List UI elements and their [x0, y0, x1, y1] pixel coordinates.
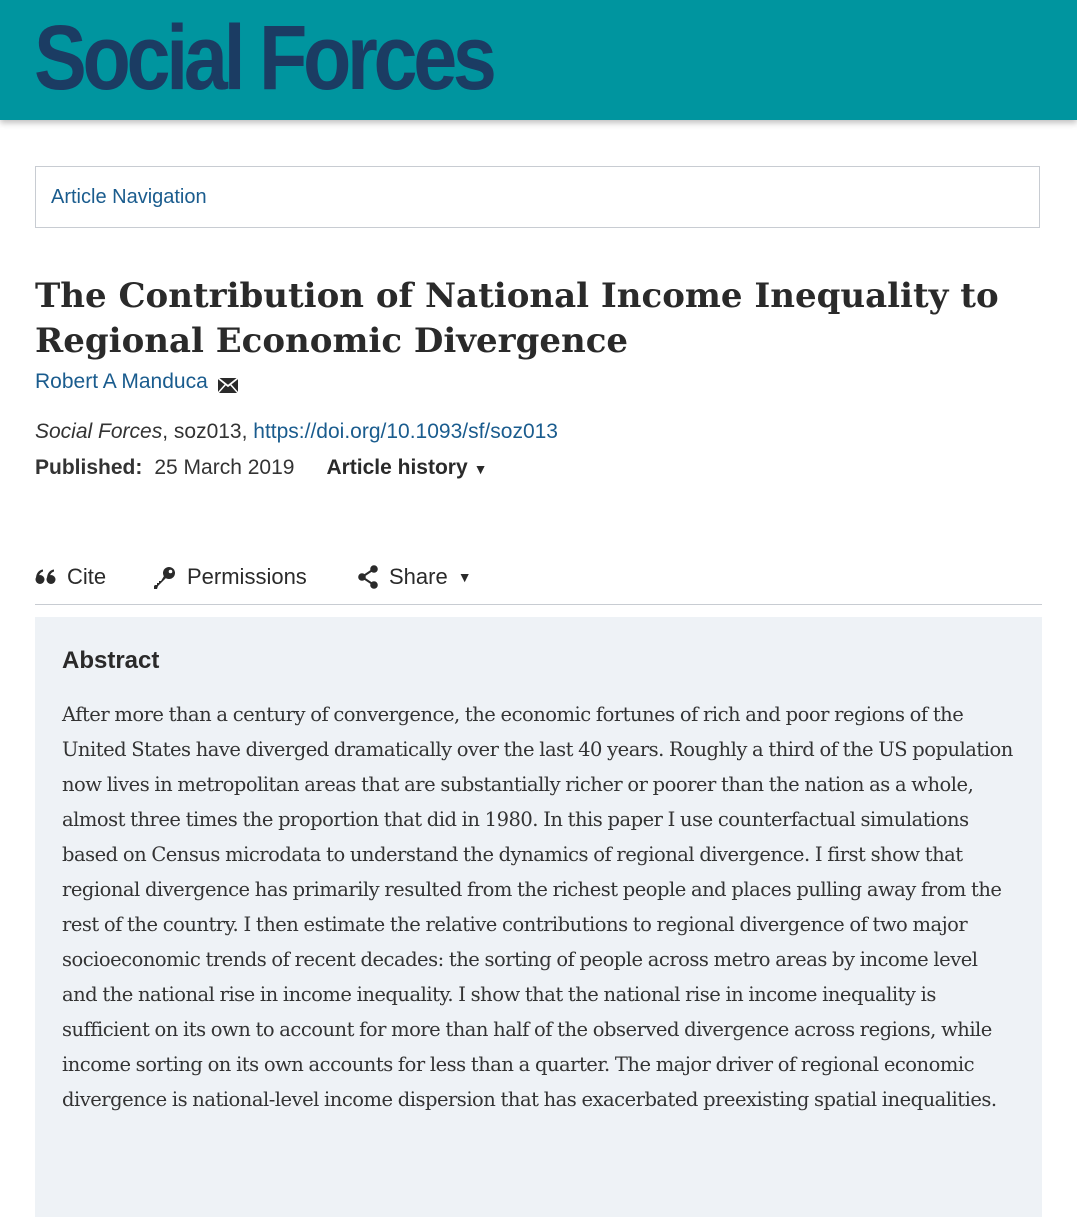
author-link[interactable]: Robert A Manduca — [35, 370, 208, 393]
article-id: , soz013, — [162, 420, 254, 443]
share-button[interactable] — [357, 562, 472, 592]
article-title: The Contribution of National Income Inequality to Regional Economic Divergence — [35, 276, 999, 361]
article-navigation-button[interactable] — [35, 166, 1040, 228]
abstract-heading: Abstract — [62, 647, 160, 674]
envelope-icon[interactable] — [218, 375, 238, 390]
journal-name: Social Forces — [35, 420, 163, 443]
abstract-text: After more than a century of convergence, the economic fortunes of rich and poor regions of the United States have diverged dramatically over the last 40 years. Roughly a third of the US population now lives in metropolitan areas that are substantially richer or poorer than the nation as a whole, almost three times the proportion that did in 1980. In this paper I use counterfactual simulations based on Census microdata to understand the dynamics of regional divergence. I first show that regional divergence has primarily resulted from the richest people and places pulling away from the rest of the country. I then estimate the relative contributions to regional divergence of two major socioeconomic trends of recent decades: the sorting of people across metro areas by income level and the national rise in income inequality. I show that the national rise in income inequality is sufficient on its own to account for more than half of the observed divergence across regions, while income sorting on its own accounts for less than a quarter. The major driver of regional economic divergence is national-level income dispersion that has exacerbated preexisting spatial inequalities. — [62, 703, 1013, 1111]
article-history-label: Article history — [326, 456, 468, 479]
site-header — [0, 0, 1077, 120]
share-label: Share — [389, 564, 448, 589]
published-label: Published: — [35, 456, 143, 479]
publication-row — [35, 456, 488, 480]
citation-line — [35, 420, 558, 444]
journal-logo[interactable]: Social Forces — [34, 7, 493, 109]
share-icon — [357, 565, 379, 589]
published-date: 25 March 2019 — [154, 456, 295, 479]
permissions-label: Permissions — [187, 564, 307, 589]
quote-icon — [35, 569, 57, 585]
key-icon — [153, 565, 177, 589]
author-row — [35, 370, 238, 394]
article-tools-bar — [35, 562, 1042, 605]
caret-down-icon: ▼ — [457, 569, 472, 585]
abstract-section — [35, 617, 1042, 1217]
cite-label: Cite — [67, 564, 107, 589]
doi-link[interactable]: https://doi.org/10.1093/sf/soz013 — [253, 420, 558, 443]
cite-button[interactable] — [35, 562, 106, 592]
caret-down-icon: ▼ — [473, 461, 488, 477]
article-history-toggle[interactable] — [326, 456, 487, 480]
permissions-button[interactable] — [153, 562, 307, 592]
article-navigation-label: Article Navigation — [51, 185, 207, 208]
